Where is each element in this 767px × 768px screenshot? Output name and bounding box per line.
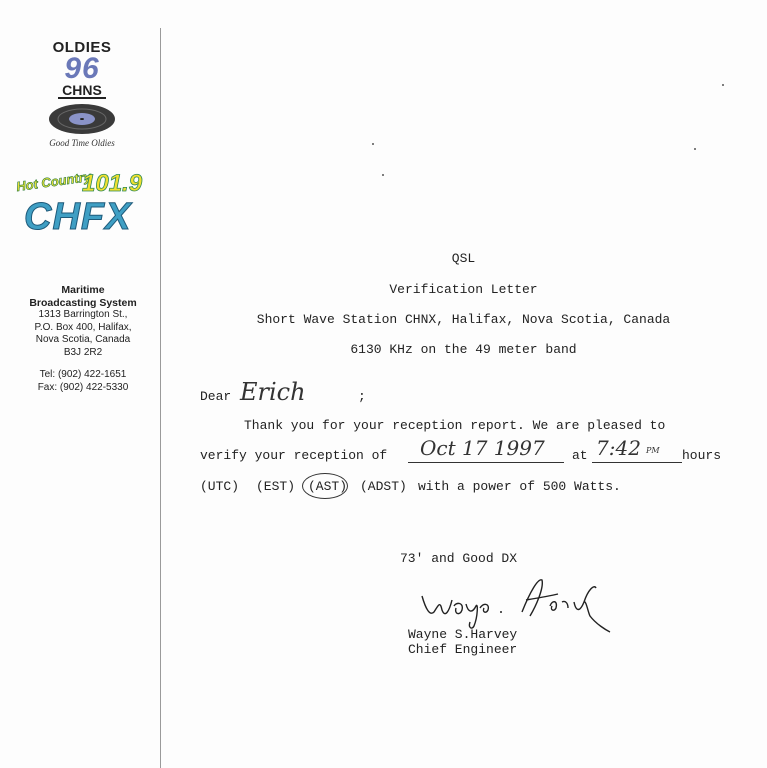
vinyl-record-icon xyxy=(47,102,117,136)
salutation-end: ; xyxy=(358,389,366,404)
station-line: Short Wave Station CHNX, Halifax, Nova Scotia, Canada xyxy=(256,312,671,327)
zone-utc: (UTC) xyxy=(200,479,240,494)
sender-address xyxy=(8,284,158,394)
zone-ast: (AST) xyxy=(308,479,348,494)
chfx-callsign: CHFX xyxy=(24,196,132,238)
oldies-frequency: 96 xyxy=(64,52,100,85)
signer-title: Chief Engineer xyxy=(408,642,518,657)
letter-subheading: Verification Letter xyxy=(389,282,538,297)
oldies-callsign: CHNS xyxy=(58,83,106,99)
company-name-line1: Maritime xyxy=(61,284,105,296)
scan-speck xyxy=(722,84,724,86)
fax: Fax: (902) 422-5330 xyxy=(37,381,129,393)
zone-est: (EST) xyxy=(256,479,296,494)
postal-code: B3J 2R2 xyxy=(63,346,103,358)
power-text: with a power of 500 Watts. xyxy=(418,479,621,494)
signature-image xyxy=(418,572,618,634)
po-box: P.O. Box 400, Halifax, xyxy=(34,321,132,333)
letter-heading: QSL xyxy=(451,251,476,266)
zone-adst: (ADST) xyxy=(360,479,407,494)
date-underline xyxy=(408,462,564,463)
body-line-1: Thank you for your reception report. We are pleased to xyxy=(244,418,666,433)
recipient-name-handwritten: Erich xyxy=(240,378,306,406)
ast-circle-mark xyxy=(302,473,348,499)
scan-speck xyxy=(694,148,696,150)
body-line-2-hours: hours xyxy=(682,448,722,463)
signer-name: Wayne S.Harvey xyxy=(408,627,518,642)
chfx-logo xyxy=(14,170,154,242)
chfx-hot-country: Hot Country xyxy=(15,168,92,195)
oldies-tagline: Good Time Oldies xyxy=(49,138,115,148)
reception-time-handwritten: 7:42 xyxy=(596,436,641,460)
time-underline xyxy=(592,462,682,463)
closing: 73' and Good DX xyxy=(400,551,518,566)
company-name-line2: Broadcasting System xyxy=(29,296,137,309)
oldies-96-logo xyxy=(36,40,128,150)
street-address: 1313 Barrington St., xyxy=(38,309,128,320)
chfx-frequency: 101.9 xyxy=(82,170,143,197)
frequency-line: 6130 KHz on the 49 meter band xyxy=(350,342,577,357)
sidebar-divider xyxy=(160,28,161,768)
oldies-word: OLDIES xyxy=(52,39,112,56)
scan-speck xyxy=(372,143,374,145)
salutation: Dear xyxy=(200,389,232,404)
time-suffix-handwritten: PM xyxy=(646,446,660,455)
scan-speck xyxy=(382,174,384,176)
province: Nova Scotia, Canada xyxy=(35,334,131,345)
reception-date-handwritten: Oct 17 1997 xyxy=(420,436,545,460)
telephone: Tel: (902) 422-1651 xyxy=(39,369,127,380)
body-line-2-at: at xyxy=(572,448,588,463)
body-line-2-start: verify your reception of xyxy=(200,448,388,463)
